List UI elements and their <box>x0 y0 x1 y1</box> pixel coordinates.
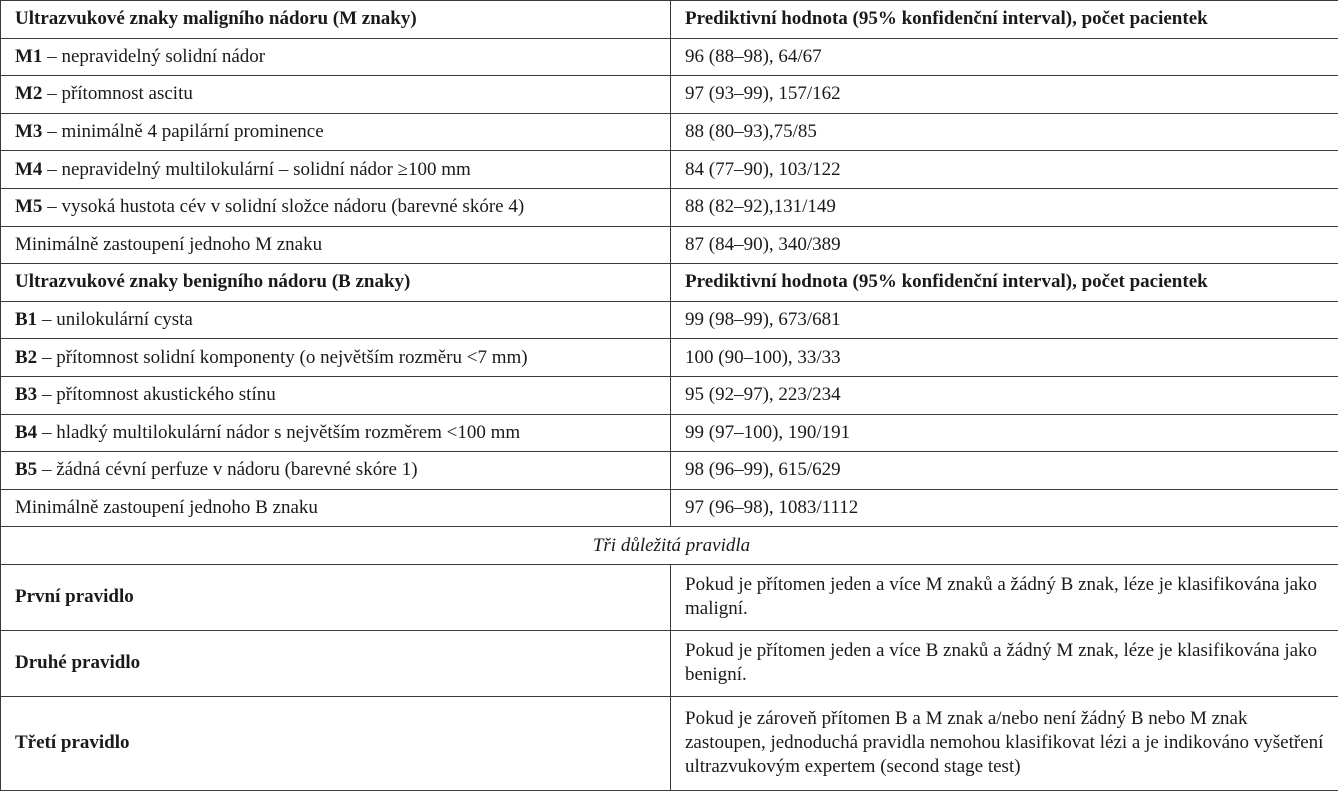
table-row <box>1 452 1338 490</box>
feature-desc: – nepravidelný multilokulární – solidní nádor ≥100 mm <box>42 158 471 180</box>
feature-cell <box>1 301 671 339</box>
table-row <box>1 376 1338 414</box>
feature-desc: – hladký multilokulární nádor s největším rozměrem <100 mm <box>37 421 521 443</box>
summary-value: 97 (96–98), 1083/1112 <box>671 489 1338 527</box>
feature-cell <box>1 414 671 452</box>
feature-cell <box>1 151 671 189</box>
table-row <box>1 301 1338 339</box>
malignant-summary-row <box>1 226 1338 264</box>
benign-header-row <box>1 264 1338 302</box>
feature-desc: – nepravidelný solidní nádor <box>42 45 266 67</box>
feature-desc: – vysoká hustota cév v solidní složce nádoru (barevné skóre 4) <box>42 196 525 218</box>
rule-row <box>1 564 1338 630</box>
feature-code: B3 <box>15 384 38 406</box>
table-row <box>1 113 1338 151</box>
rule-text: Pokud je přítomen jeden a více M znaků a žádný B znak, léze je klasifikována jako maligní. <box>671 564 1338 630</box>
rules-title: Tři důležitá pravidla <box>1 527 1338 565</box>
feature-code: M3 <box>15 121 43 143</box>
feature-cell <box>1 113 671 151</box>
summary-label: Minimálně zastoupení jednoho B znaku <box>1 489 671 527</box>
feature-desc: – přítomnost solidní komponenty (o největším rozměru <7 mm) <box>37 346 528 368</box>
feature-desc: – minimálně 4 papilární prominence <box>42 121 324 143</box>
feature-desc: – žádná cévní perfuze v nádoru (barevné skóre 1) <box>37 459 418 481</box>
rules-title-row <box>1 527 1338 565</box>
summary-value: 87 (84–90), 340/389 <box>671 226 1338 264</box>
rule-name: Druhé pravidlo <box>1 630 671 696</box>
table-row <box>1 76 1338 114</box>
feature-desc: – přítomnost akustického stínu <box>37 384 276 406</box>
table-row <box>1 188 1338 226</box>
value-cell: 97 (93–99), 157/162 <box>671 76 1338 114</box>
table-row <box>1 339 1338 377</box>
feature-code: B2 <box>15 346 38 368</box>
feature-cell <box>1 38 671 76</box>
value-cell: 99 (97–100), 190/191 <box>671 414 1338 452</box>
feature-code: M4 <box>15 158 43 180</box>
feature-cell <box>1 76 671 114</box>
feature-code: B5 <box>15 459 38 481</box>
feature-code: B1 <box>15 309 38 331</box>
feature-cell <box>1 452 671 490</box>
value-cell: 84 (77–90), 103/122 <box>671 151 1338 189</box>
feature-code: M2 <box>15 83 43 105</box>
feature-cell <box>1 188 671 226</box>
benign-header-left: Ultrazvukové znaky benigního nádoru (B znaky) <box>1 264 671 302</box>
feature-cell <box>1 339 671 377</box>
table-row <box>1 414 1338 452</box>
malignant-header-left: Ultrazvukové znaky maligního nádoru (M znaky) <box>1 1 671 39</box>
value-cell: 100 (90–100), 33/33 <box>671 339 1338 377</box>
rule-row <box>1 696 1338 790</box>
feature-desc: – přítomnost ascitu <box>42 83 193 105</box>
feature-desc: – unilokulární cysta <box>37 309 193 331</box>
table-row <box>1 38 1338 76</box>
rule-name: První pravidlo <box>1 564 671 630</box>
rule-row <box>1 630 1338 696</box>
benign-header-right: Prediktivní hodnota (95% konfidenční interval), počet pacientek <box>671 264 1338 302</box>
feature-cell <box>1 376 671 414</box>
rule-text: Pokud je přítomen jeden a více B znaků a žádný M znak, léze je klasifikována jako benigní. <box>671 630 1338 696</box>
value-cell: 88 (80–93),75/85 <box>671 113 1338 151</box>
table-row <box>1 151 1338 189</box>
value-cell: 95 (92–97), 223/234 <box>671 376 1338 414</box>
value-cell: 99 (98–99), 673/681 <box>671 301 1338 339</box>
benign-summary-row <box>1 489 1338 527</box>
feature-code: M5 <box>15 196 43 218</box>
value-cell: 96 (88–98), 64/67 <box>671 38 1338 76</box>
feature-code: B4 <box>15 421 38 443</box>
summary-label: Minimálně zastoupení jednoho M znaku <box>1 226 671 264</box>
rule-text: Pokud je zároveň přítomen B a M znak a/nebo není žádný B nebo M znak zastoupen, jednoduchá pravidla nemohou klasifikovat lézi a je indikováno vyšetření ultrazvukovým expertem (second stage test) <box>671 696 1338 790</box>
rule-name: Třetí pravidlo <box>1 696 671 790</box>
malignant-header-right: Prediktivní hodnota (95% konfidenční interval), počet pacientek <box>671 1 1338 39</box>
feature-code: M1 <box>15 45 43 67</box>
malignant-header-row <box>1 1 1338 39</box>
value-cell: 88 (82–92),131/149 <box>671 188 1338 226</box>
value-cell: 98 (96–99), 615/629 <box>671 452 1338 490</box>
